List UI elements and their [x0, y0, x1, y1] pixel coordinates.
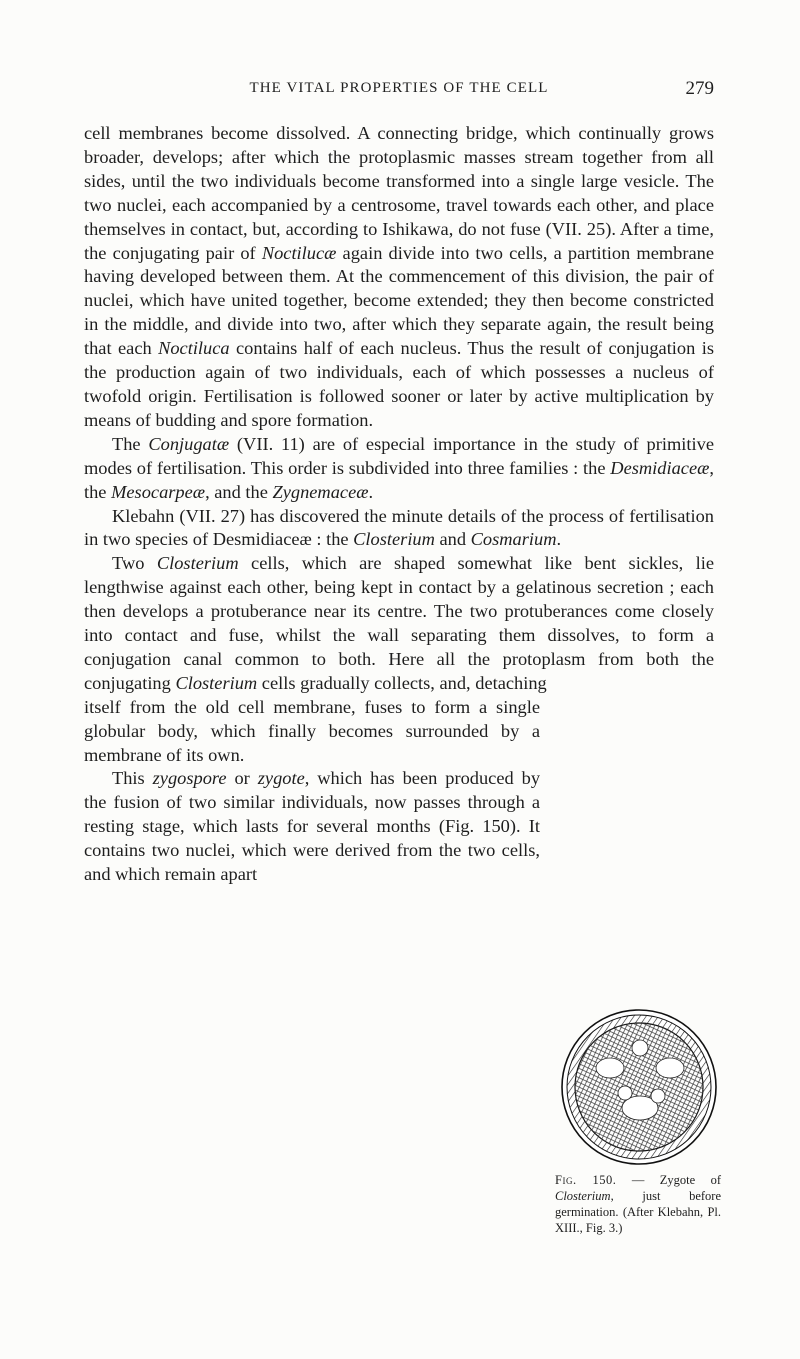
body-text — [84, 122, 714, 887]
paragraph-5: This zygospore or zygote, which has been produced by the fusion of two similar individuals, now passes through a resting stage, which lasts for several months (Fig. 150). It contains two nuclei, which were derived from the two cells, and which remain apart — [84, 768, 541, 885]
paragraph-2: The Conjugatæ (VII. 11) are of especial importance in the study of primitive modes of fertilisation. This order is subdivided into three families : the Desmidiaceæ, the Mesocarpeæ, and the Zygnemaceæ. — [84, 433, 714, 502]
zygote-illustration — [560, 1008, 718, 1166]
figure-150 — [555, 1008, 723, 1236]
page-number: 279 — [685, 78, 714, 99]
paragraph-1: cell membranes become dissolved. A connecting bridge, which continually grows broader, develops; after which the protoplasmic masses stream together from all sides, until the two individuals become transformed into a single large vesicle. The two nuclei, each accompanied by a centrosome, travel towards each other, and place themselves in contact, but, according to Ishikawa, do not fuse (VII. 25). After a time, the conjugating pair of Noctilucæ again divide into two cells, a partition membrane having developed between them. At the commencement of this division, the pair of nuclei, which have united together, become extended; they then become constricted in the middle, and divide into two, after which they separate again, the result being that each Noctiluca contains half of each nucleus. Thus the result of conjugation is the production again of two individuals, each of which possesses a nucleus of twofold origin. Fertilisation is followed sooner or later by active multiplication by means of budding and spore formation. — [84, 123, 714, 430]
paragraph-4: Two Closterium cells, which are shaped somewhat like bent sickles, lie lengthwise against each other, being kept in contact by a gelatinous secretion ; each then develops a protuberance near its centre. The two protuberances come closely into contact and fuse, whilst the wall separating them dissolves, to form a conjugation canal common to both. Here all the protoplasm from both the conjugating Closterium cells gradually collects, and, detaching — [84, 553, 715, 693]
paragraph-3: Klebahn (VII. 27) has discovered the minute details of the process of fertilisation in two species of Desmidiaceæ : the Closterium and Cosmarium. — [84, 505, 714, 550]
wrapped-text — [84, 696, 540, 887]
page-header — [84, 80, 714, 110]
running-head: THE VITAL PROPERTIES OF THE CELL — [249, 80, 549, 96]
paragraph-4-continued: itself from the old cell membrane, fuses to form a single globular body, which finally becomes surrounded by a membrane of its own. — [84, 696, 540, 765]
figure-caption: Fig. 150. — Zygote of Closterium, just before germination. (After Klebahn, Pl. XIII., Fig. 3.) — [555, 1173, 721, 1235]
